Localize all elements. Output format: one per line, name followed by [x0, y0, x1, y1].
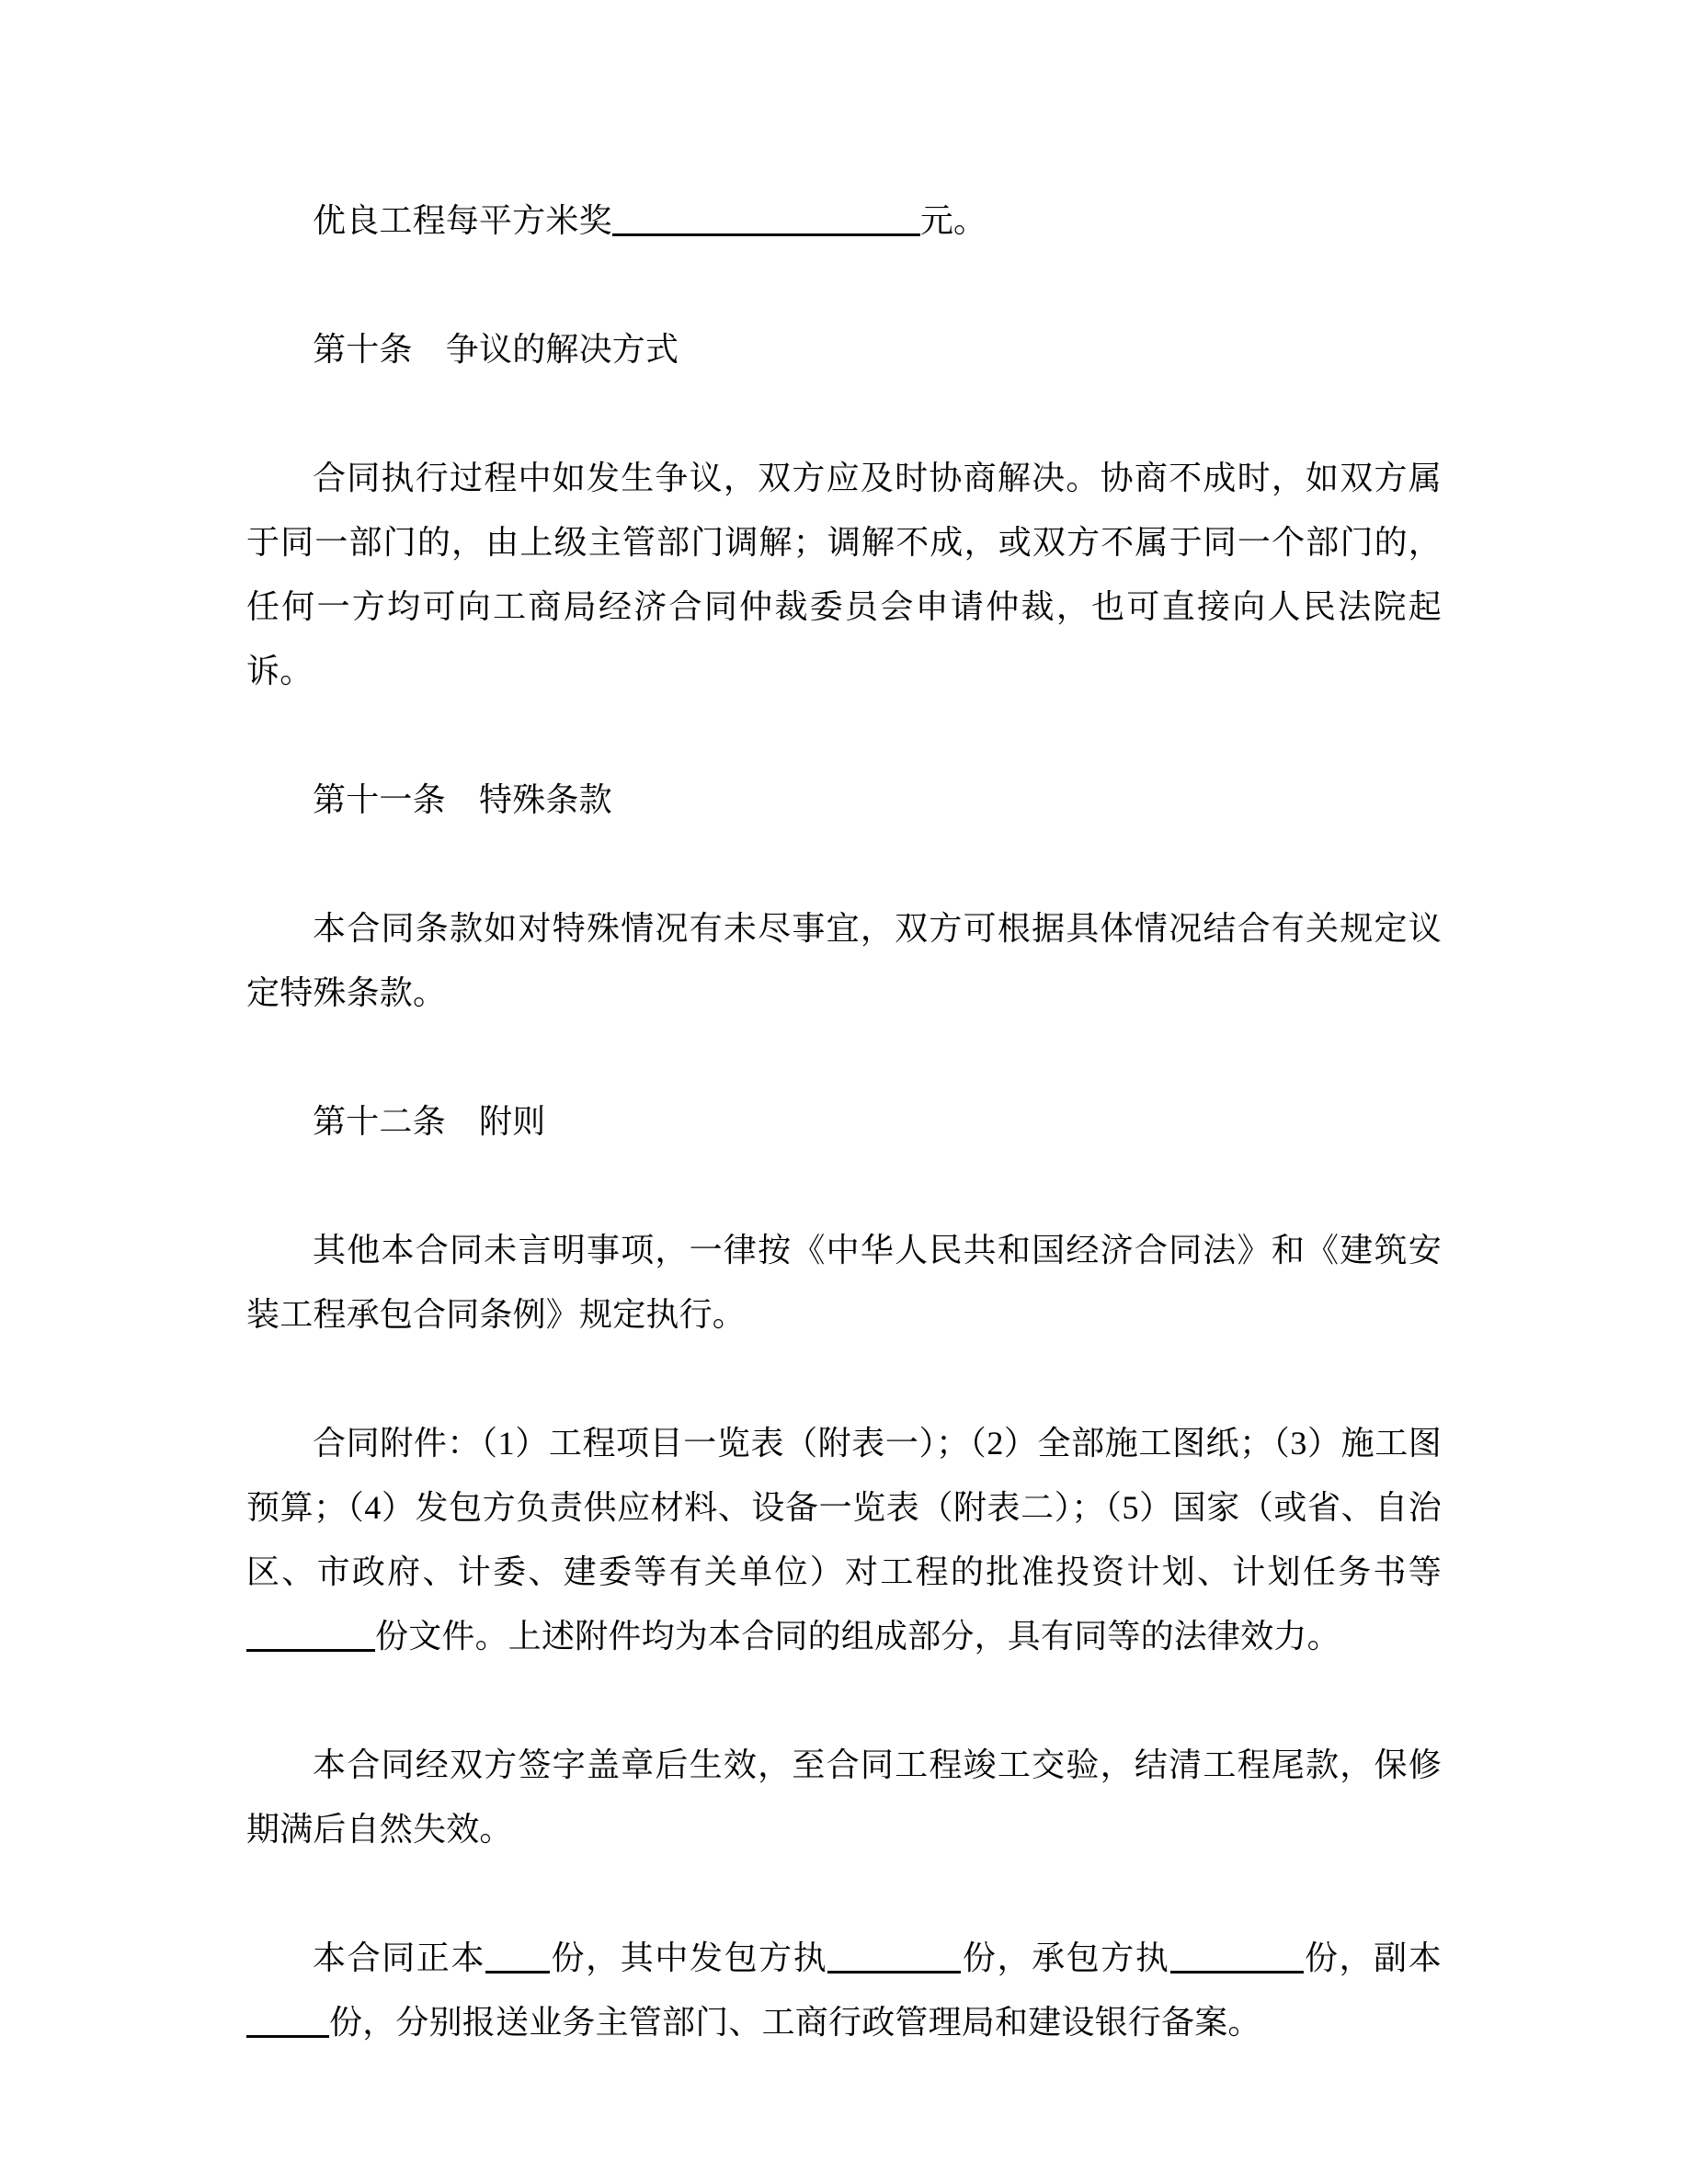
- article-11-body: 本合同条款如对特殊情况有未尽事宜，双方可根据具体情况结合有关规定议定特殊条款。: [246, 910, 1442, 1011]
- award-clause: [246, 188, 1442, 253]
- article-10-body: 合同执行过程中如发生争议，双方应及时协商解决。协商不成时，如双方属于同一部门的，由上级主管部门调解；调解不成，或双方不属于同一个部门的，任何一方均可向工商局经济合同仲裁委员会申请仲裁，也可直接向人民法院起诉。: [246, 460, 1442, 689]
- copies-s5: 份，分别报送业务主管部门、工商行政管理局和建设银行备案。: [329, 2004, 1261, 2041]
- article-12-body: 其他本合同未言明事项，一律按《中华人民共和国经济合同法》和《建筑安装工程承包合同条例》规定执行。: [246, 1232, 1442, 1333]
- copies-s2: 份，其中发包方执: [550, 1939, 828, 1976]
- award-clause-pre: 优良工程每平方米奖: [313, 202, 612, 239]
- article-12-heading: 第十二条 附则: [313, 1103, 546, 1140]
- blank-duplicate-copies: [246, 2002, 329, 2038]
- award-clause-post: 元。: [919, 202, 987, 239]
- copies-s1: 本合同正本: [313, 1939, 486, 1976]
- effectiveness-paragraph: 本合同经双方签字盖章后生效，至合同工程竣工交验，结清工程尾款，保修期满后自然失效。: [246, 1746, 1442, 1848]
- article-11-heading: 第十一条 特殊条款: [313, 781, 612, 818]
- blank-contractor-copies: [1170, 1938, 1304, 1974]
- blank-original-copies: [485, 1938, 550, 1974]
- article-10-heading: 第十条 争议的解决方式: [313, 331, 679, 368]
- blank-employer-copies: [827, 1938, 961, 1974]
- copies-s4: 份，副本: [1303, 1939, 1442, 1976]
- attachments-paragraph: [246, 1411, 1442, 1668]
- attachments-pre: 合同附件：（1）工程项目一览表（附表一）；（2）全部施工图纸；（3）施工图预算；（4）发包方负责供应材料、设备一览表（附表二）；（5）国家（或省、自治区、市政府、计委、建委等有关单位）对工程的批准投资计划、计划任务书等: [246, 1425, 1442, 1590]
- copies-paragraph: [246, 1926, 1442, 2054]
- blank-award-amount: [612, 200, 920, 236]
- copies-s3: 份，承包方执: [961, 1939, 1170, 1976]
- blank-document-count: [246, 1616, 375, 1652]
- attachments-post: 份文件。上述附件均为本合同的组成部分，具有同等的法律效力。: [375, 1618, 1340, 1655]
